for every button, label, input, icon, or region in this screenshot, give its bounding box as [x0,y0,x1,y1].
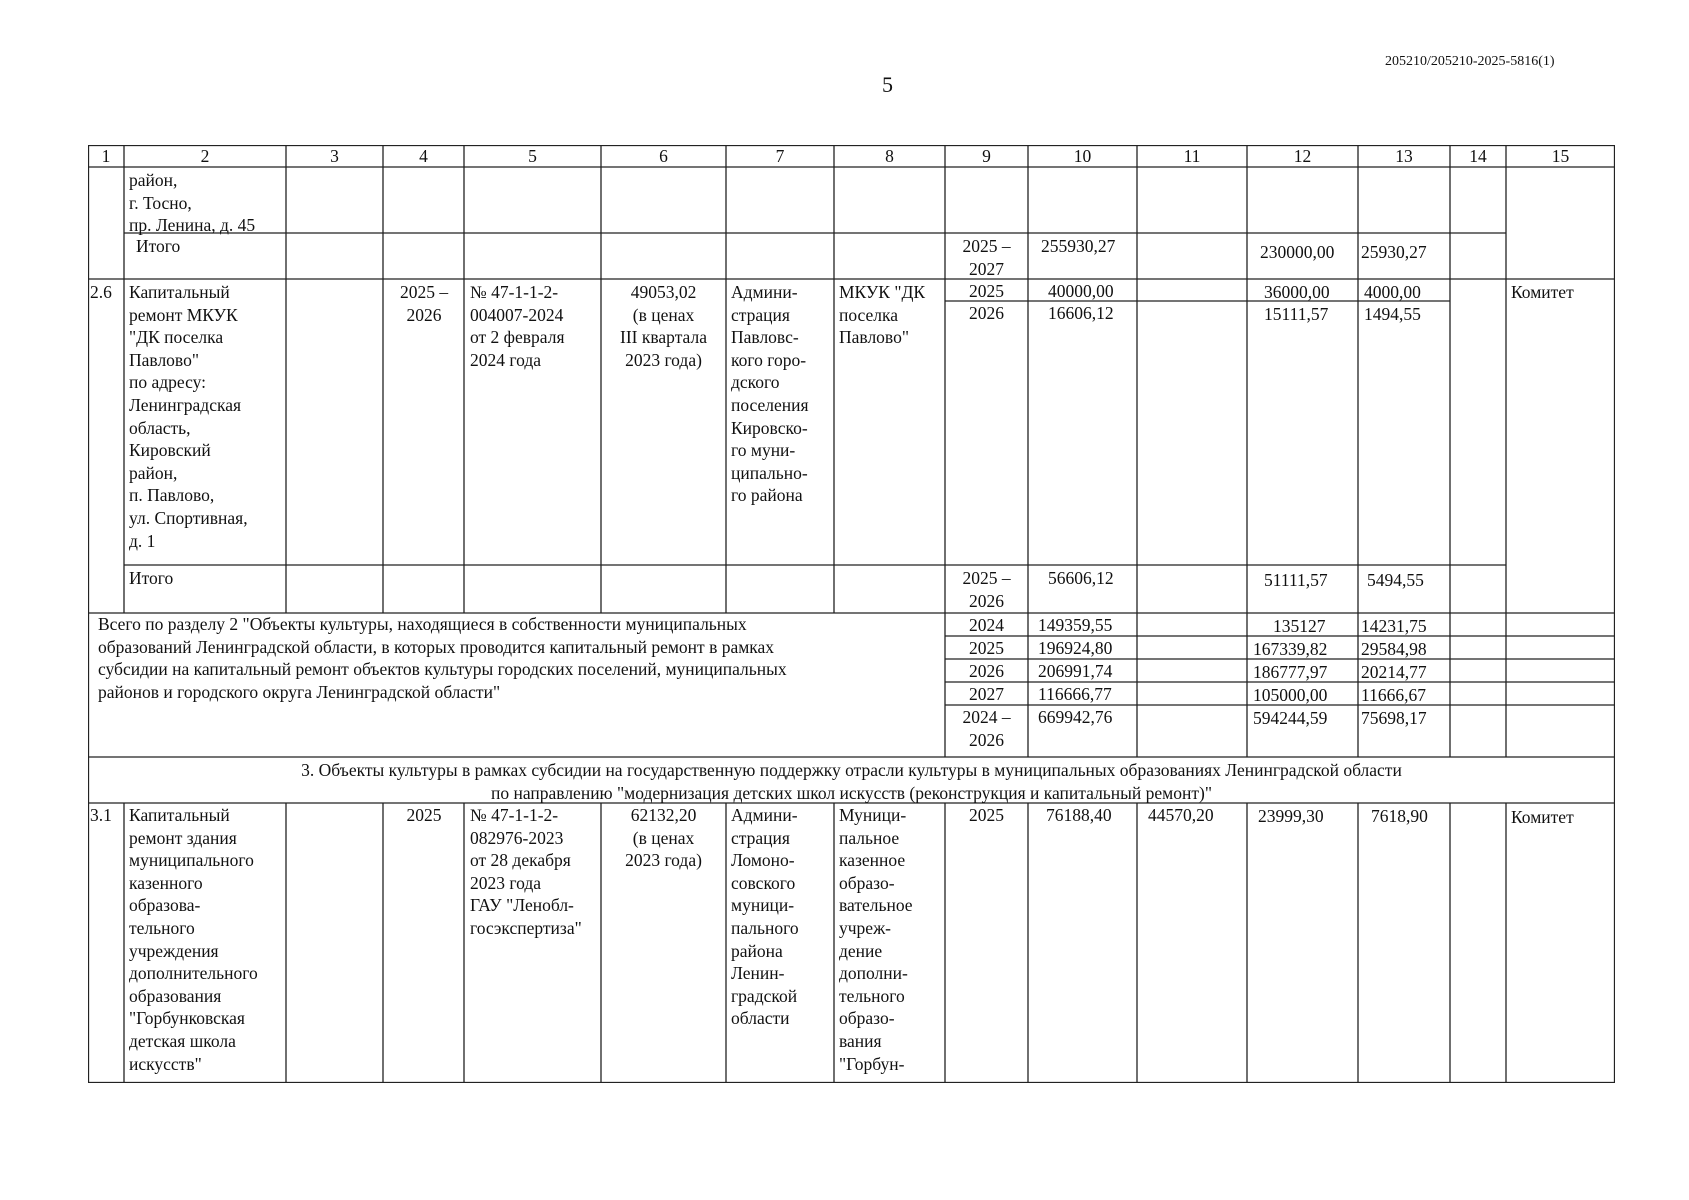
document-id: 205210/205210-2025-5816(1) [1385,54,1555,69]
row-2-6-name: Капитальный ремонт МКУК "ДК поселка Павлово" по адресу: Ленинградская область, Кировский район, п. Павлово, ул. Спортивная, д. 1 [129,282,248,551]
col-header-14: 14 [1469,146,1487,166]
row-3-1-federal: 44570,20 [1148,805,1214,825]
row-2-6-local-2026: 1494,55 [1364,304,1421,324]
cont-object-name: район, г. Тосно, пр. Ленина, д. 45 [129,170,256,236]
s2-regional-2026: 186777,97 [1253,662,1328,682]
row-2-6-year-2026: 2026 [969,303,1004,323]
s2-total-2027: 116666,77 [1038,684,1112,704]
s2-regional-all: 594244,59 [1253,708,1328,728]
row-2-6-year-2025: 2025 [969,281,1004,301]
row-2-6-itogo-regional: 51111,57 [1264,570,1328,590]
col-header-3: 3 [330,146,339,166]
row-2-6-cost: 49053,02 (в ценах III квартала 2023 года) [620,282,707,370]
data-table [88,145,1615,1083]
s2-local-2026: 20214,77 [1361,662,1427,682]
s2-regional-2027: 105000,00 [1253,685,1328,705]
row-2-6-period: 2025 – 2026 [399,282,449,325]
col-header-5: 5 [528,146,537,166]
row-3-1-recipient: Муници- пальное казенное образо- вательное учреж- дение дополни- тельного образо- вания "Горбун- [839,805,913,1074]
cont-itogo-regional: 230000,00 [1260,242,1335,262]
s2-years-total: 2024 – 2026 [962,707,1011,750]
s2-regional-2024: 135127 [1273,616,1326,636]
row-2-6-local-2025: 4000,00 [1364,282,1421,302]
s2-local-2024: 14231,75 [1361,616,1427,636]
row-2-6-responsible: Комитет [1511,282,1574,302]
row-3-1-customer: Админи- страция Ломоно- совского муници- пального района Ленин- градской области [731,805,799,1029]
s2-local-all: 75698,17 [1361,708,1427,728]
row-3-1-number: 3.1 [90,805,112,825]
s2-total-2024: 149359,55 [1038,615,1113,635]
row-3-1-regional: 23999,30 [1258,806,1324,826]
section-2-total-label: Всего по разделу 2 "Объекты культуры, находящиеся в собственности муниципальных образований Ленинградской области, в которых проводится капитальный ремонт в рамках субсидии на капитальный ремонт объектов культуры городских поселений, муниципальных районов и городского округа Ленинградской области" [98,614,787,702]
row-3-1-name: Капитальный ремонт здания муниципального казенного образова- тельного учреждения дополнительного образования "Горбунковская детская школа искусств" [129,805,258,1074]
col-header-8: 8 [885,146,894,166]
row-2-6-regional-2025: 36000,00 [1264,282,1330,302]
row-2-6-itogo-years: 2025 – 2026 [962,568,1011,611]
col-header-13: 13 [1395,146,1413,166]
s2-year-2024: 2024 [969,615,1004,635]
row-3-1-total: 76188,40 [1046,805,1112,825]
s2-year-2025: 2025 [969,638,1004,658]
col-header-9: 9 [982,146,991,166]
row-2-6-total-2026: 16606,12 [1048,303,1114,323]
cont-itogo-local: 25930,27 [1361,242,1427,262]
cont-itogo-label: Итого [136,236,181,256]
row-2-6-recipient: МКУК "ДК поселка Павлово" [839,282,926,348]
s2-total-2025: 196924,80 [1038,638,1113,658]
s2-local-2027: 11666,67 [1361,685,1426,705]
s2-local-2025: 29584,98 [1361,639,1427,659]
row-3-1-period: 2025 [406,805,442,825]
col-header-11: 11 [1183,146,1201,166]
row-2-6-expertise: № 47-1-1-2- 004007-2024 от 2 февраля 2024 года [470,282,565,370]
col-header-15: 15 [1551,146,1570,166]
cont-itogo-total: 255930,27 [1041,236,1116,256]
col-header-7: 7 [775,146,785,166]
row-2-6-total-2025: 40000,00 [1048,281,1114,301]
s2-regional-2025: 167339,82 [1253,639,1328,659]
row-2-6-itogo-local: 5494,55 [1367,570,1424,590]
row-2-6-customer: Админи- страция Павловс- кого горо- дского поселения Кировско- го муни- ципально- го района [731,282,809,506]
row-3-1-local: 7618,90 [1371,806,1428,826]
col-header-4: 4 [419,146,428,166]
s2-total-2026: 206991,74 [1038,661,1113,681]
s2-year-2026: 2026 [969,661,1004,681]
cont-itogo-years: 2025 – 2027 [962,236,1011,279]
page-number: 5 [882,72,893,97]
col-header-1: 1 [101,146,111,166]
row-2-6-number: 2.6 [90,282,112,302]
row-2-6-itogo-total: 56606,12 [1048,568,1114,588]
col-header-12: 12 [1293,146,1312,166]
s2-year-2027: 2027 [969,684,1004,704]
col-header-10: 10 [1073,146,1092,166]
row-2-6-regional-2026: 15111,57 [1264,304,1329,324]
section-3-title: 3. Объекты культуры в рамках субсидии на государственную поддержку отрасли культуры в муниципальных образованиях Ленинградской области по направлению "модернизация детских школ искусств (реконструкция и капитальный ремонт)" [301,760,1402,803]
row-3-1-cost: 62132,20 (в ценах 2023 года) [625,805,702,871]
row-2-6-itogo-label: Итого [129,568,174,588]
s2-total-all: 669942,76 [1038,707,1113,727]
col-header-2: 2 [200,146,210,166]
row-3-1-expertise: № 47-1-1-2- 082976-2023 от 28 декабря 2023 года ГАУ "Ленобл- госэкспертиза" [470,805,582,938]
row-3-1-responsible: Комитет [1511,807,1574,827]
col-header-6: 6 [659,146,668,166]
row-3-1-year: 2025 [969,805,1004,825]
